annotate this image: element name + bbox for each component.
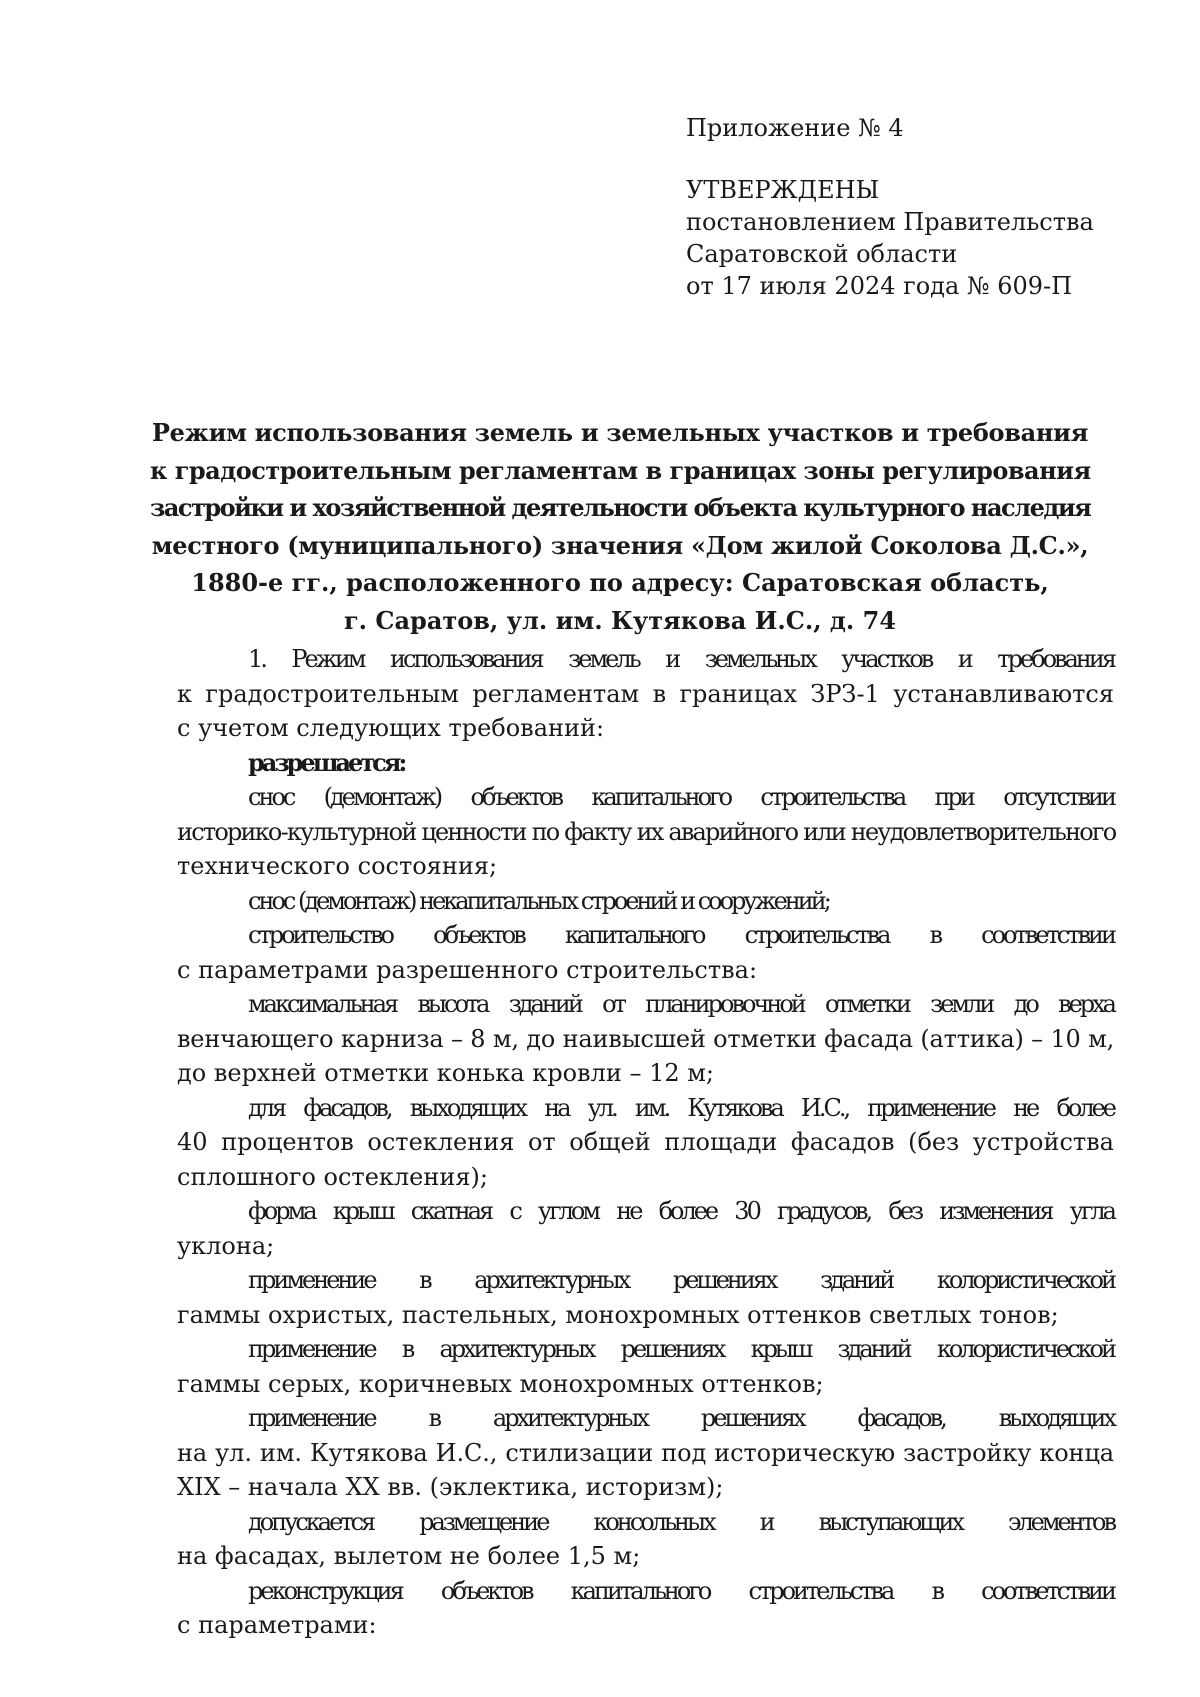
paragraph-line: применение в архитектурных решениях зданий колористической (248, 1266, 1114, 1294)
paragraph (177, 1194, 1114, 1263)
paragraph (177, 1401, 1114, 1505)
paragraph-line: разрешается: (248, 747, 405, 777)
paragraph-line: гаммы охристых, пастельных, монохромных оттенков светлых тонов; (177, 1300, 1059, 1329)
paragraph-line: на ул. им. Кутякова И.С., стилизации под историческую застройку конца (177, 1438, 1114, 1467)
paragraph-line: для фасадов, выходящих на ул. им. Кутякова И.С., применение не более (248, 1093, 1114, 1122)
section-heading (177, 746, 1114, 781)
paragraph (177, 918, 1114, 987)
title-line: к градостроительным регламентам в границах зоны регулирования (150, 455, 1091, 485)
approval-block (686, 112, 1146, 302)
paragraph (177, 987, 1114, 1091)
paragraph (177, 1574, 1114, 1643)
approved-by-line-2: Саратовской области (686, 240, 958, 268)
paragraph (177, 1505, 1114, 1574)
paragraph-line: 1. Режим использования земель и земельных участков и требования (248, 645, 1114, 673)
paragraph-line: сплошного остекления); (177, 1162, 488, 1191)
paragraph-line: снос (демонтаж) некапитальных строений и сооружений; (248, 886, 829, 915)
paragraph-line: XIX – начала XX вв. (эклектика, историзм); (177, 1473, 724, 1501)
paragraph (177, 642, 1114, 746)
title-line: г. Саратов, ул. им. Кутякова И.С., д. 74 (343, 605, 897, 635)
paragraph-line: применение в архитектурных решениях крыш зданий колористической (248, 1335, 1114, 1363)
title-line: застройки и хозяйственной деятельности объекта культурного наследия (150, 493, 1091, 522)
paragraph-line: применение в архитектурных решениях фасадов, выходящих (248, 1404, 1114, 1432)
paragraph-line: строительство объектов капитального строительства в соответствии (248, 921, 1114, 949)
paragraph-line: допускается размещение консольных и выступающих элементов (248, 1507, 1114, 1536)
paragraph-line: максимальная высота зданий от планировочной отметки земли до верха (248, 990, 1114, 1018)
paragraph (177, 1091, 1114, 1195)
approved-label: УТВЕРЖДЕНЫ (686, 176, 880, 204)
paragraph-line: до верхней отметки конька кровли – 12 м; (177, 1059, 714, 1087)
paragraph-line: к градостроительным регламентам в границах ЗРЗ-1 устанавливаются (177, 679, 1114, 708)
title-line: Режим использования земель и земельных участков и требования (151, 418, 1089, 447)
approved-by-line-1: постановлением Правительства (686, 208, 1094, 236)
paragraph-line: историко-культурной ценности по факту их аварийного или неудовлетворительного (177, 817, 1116, 846)
paragraph-line: с параметрами разрешенного строительства: (177, 955, 758, 984)
paragraph (177, 1263, 1114, 1332)
paragraph (177, 780, 1114, 884)
paragraph-line: технического состояния; (177, 852, 498, 880)
appendix-number: Приложение № 4 (686, 114, 904, 142)
paragraph-line: венчающего карниза – 8 м, до наивысшей отметки фасада (аттика) – 10 м, (177, 1024, 1114, 1053)
title-line: 1880-е гг., расположенного по адресу: Саратовская область, (191, 568, 1049, 597)
paragraph-line: на фасадах, вылетом не более 1,5 м; (177, 1542, 641, 1570)
paragraph-line: снос (демонтаж) объектов капитального строительства при отсутствии (248, 783, 1114, 811)
paragraph-line: с учетом следующих требований: (177, 714, 605, 742)
paragraph-line: гаммы серых, коричневых монохромных оттенков; (177, 1369, 824, 1398)
paragraph (177, 1332, 1114, 1401)
paragraph-line: уклона; (177, 1231, 275, 1260)
document-body (177, 642, 1114, 1643)
paragraph-line: форма крыш скатная с углом не более 30 градусов, без изменения угла (248, 1197, 1114, 1225)
paragraph-line: с параметрами: (177, 1611, 377, 1639)
paragraph-line: реконструкция объектов капитального строительства в соответствии (248, 1576, 1114, 1605)
title-line: местного (муниципального) значения «Дом жилой Соколова Д.С.», (151, 530, 1089, 560)
paragraph (177, 884, 1114, 919)
paragraph-line: 40 процентов остекления от общей площади фасадов (без устройства (177, 1128, 1114, 1156)
document-title (150, 414, 1090, 639)
approval-date: от 17 июля 2024 года № 609-П (686, 272, 1073, 300)
